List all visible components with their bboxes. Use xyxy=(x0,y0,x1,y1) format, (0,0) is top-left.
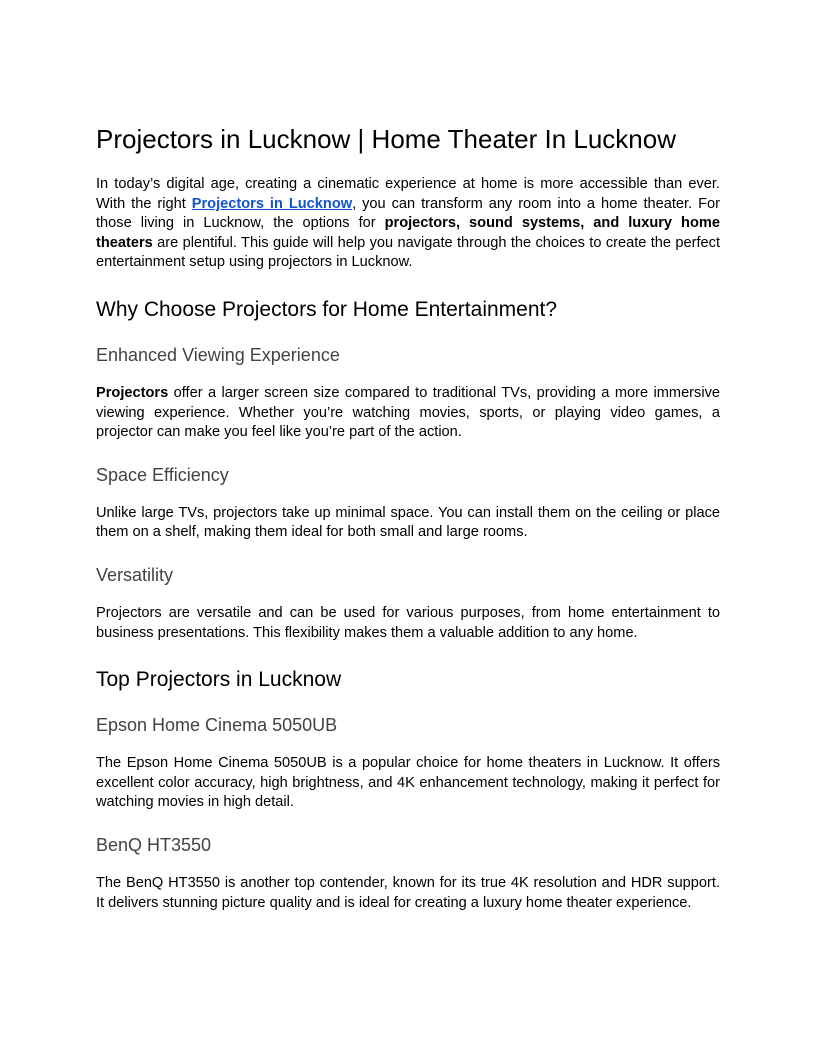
subheading-space-efficiency: Space Efficiency xyxy=(96,464,229,485)
page-title: Projectors in Lucknow | Home Theater In Lucknow xyxy=(96,124,676,154)
paragraph-epson: The Epson Home Cinema 5050UB is a popular choice for home theaters in Lucknow. It offers excellent color accuracy, high brightness, and 4K enhancement technology, making it perfect for watching movies in high detail. xyxy=(96,755,720,811)
section-heading-why-choose: Why Choose Projectors for Home Entertainment? xyxy=(96,297,558,321)
section-heading-top-projectors: Top Projectors in Lucknow xyxy=(96,668,342,692)
intro-text-3: are plentiful. This guide will help you navigate through the choices to create the perfect entertainment setup using projectors in Lucknow. xyxy=(96,234,720,271)
projectors-in-lucknow-link[interactable]: Projectors in Lucknow xyxy=(191,195,353,212)
paragraph-versatility: Projectors are versatile and can be used for various purposes, from home entertainment to business presentations. This flexibility makes them a valuable addition to any home. xyxy=(96,604,720,641)
subheading-epson: Epson Home Cinema 5050UB xyxy=(96,715,338,736)
intro-text-1: In today’s digital age, creating a cinematic experience at home is more accessible than ever. With the right xyxy=(96,176,720,212)
subheading-benq: BenQ HT3550 xyxy=(96,834,212,855)
enhanced-viewing-text: offer a larger screen size compared to traditional TVs, providing a more immersive viewing experience. Whether you’re watching movies, sports, or playing video games, a projector can make you feel like you’re part of the action. xyxy=(96,384,720,441)
intro-text-2: , you can transform any room into a home theater. For those living in Lucknow, the options for xyxy=(96,195,720,232)
subheading-enhanced-viewing: Enhanced Viewing Experience xyxy=(96,344,340,365)
projectors-bold-text: Projectors xyxy=(96,384,169,401)
intro-bold-text: projectors, sound systems, and luxury home theaters xyxy=(96,215,720,251)
paragraph-space-efficiency: Unlike large TVs, projectors take up minimal space. You can install them on the ceiling or place them on a shelf, making them ideal for both small and large rooms. xyxy=(96,504,720,541)
intro-paragraph xyxy=(96,175,720,273)
paragraph-enhanced-viewing xyxy=(96,384,720,443)
paragraph-benq: The BenQ HT3550 is another top contender, known for its true 4K resolution and HDR support. It delivers stunning picture quality and is ideal for creating a luxury home theater experience. xyxy=(96,874,720,911)
subheading-versatility: Versatility xyxy=(96,564,174,585)
